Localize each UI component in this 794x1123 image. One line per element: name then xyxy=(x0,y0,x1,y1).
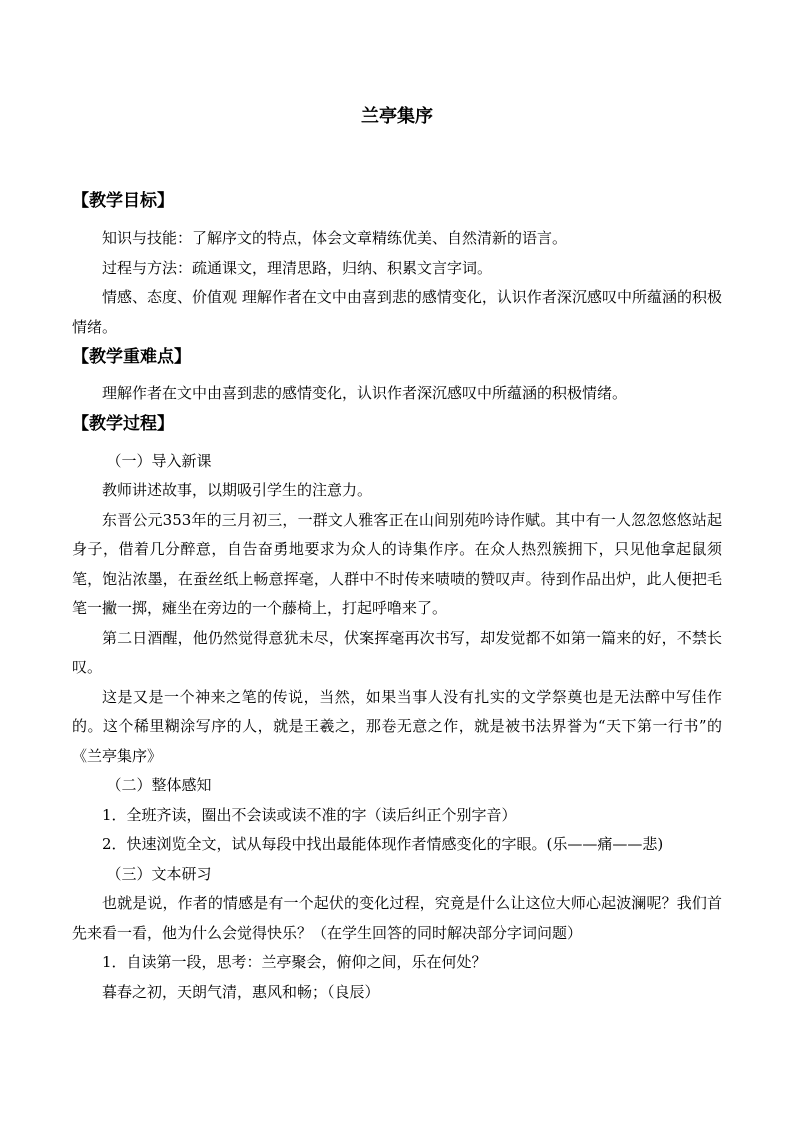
document-title: 兰亭集序 xyxy=(361,106,433,127)
paragraph: 也就是说，作者的情感是有一个起伏的变化过程，究竟是什么让这位大师心起波澜呢？我们首先来看一看，他为什么会觉得快乐？（在学生回答的同时解决部分字词问题） xyxy=(72,894,722,942)
paragraph: 第二日酒醒，他仍然觉得意犹未尽，伏案挥毫再次书写，却发觉都不如第一篇来的好，不禁长叹。 xyxy=(72,628,722,676)
list-item: 2．快速浏览全文，试从每段中找出最能体现作者情感变化的字眼。(乐——痛——悲) xyxy=(102,835,664,853)
paragraph: 情感、态度、价值观 理解作者在文中由喜到悲的感情变化，认识作者深沉感叹中所蕴涵的积极情绪。 xyxy=(72,288,722,336)
paragraph: 过程与方法：疏通课文，理清思路，归纳、积累文言字词。 xyxy=(102,258,493,277)
subsection-title: （二）整体感知 xyxy=(106,776,212,794)
section-heading-key-points: 【教学重难点】 xyxy=(72,347,191,367)
list-item: 1．自读第一段，思考：兰亭聚会，俯仰之间，乐在何处？ xyxy=(102,953,487,971)
section-objectives xyxy=(72,186,722,342)
paragraph: 理解作者在文中由喜到悲的感情变化，认识作者深沉感叹中所蕴涵的积极情绪。 xyxy=(102,384,628,402)
list-item: 1．全班齐读，圈出不会读或读不准的字（读后纠正个别字音） xyxy=(102,805,517,824)
section-key-points xyxy=(72,342,722,409)
section-heading-process: 【教学过程】 xyxy=(72,413,174,434)
paragraph: 东晋公元353年的三月初三，一群文人雅客正在山间别苑吟诗作赋。其中有一人忽忽悠悠站起身子，借着几分醉意，自告奋勇地要求为众人的诗集作序。在众人热烈簇拥下，只见他拿起鼠须笔，饱沾浓墨，在蚕丝纸上畅意挥毫，人群中不时传来啧啧的赞叹声。待到作品出炉，此人便把毛笔一撇一掷，瘫坐在旁边的一个藤椅上，打起呼噜来了。 xyxy=(72,510,722,617)
paragraph: 知识与技能：了解序文的特点，体会文章精练优美、自然清新的语言。 xyxy=(102,229,568,247)
paragraph: 这是又是一个神来之笔的传说，当然，如果当事人没有扎实的文学祭奠也是无法醉中写佳作的。这个稀里糊涂写序的人，就是王羲之，那卷无意之作，就是被书法界誉为“天下第一行书”的《兰亭集序》 xyxy=(72,687,722,765)
section-heading-objectives: 【教学目标】 xyxy=(72,191,174,211)
paragraph: 教师讲述故事，以期吸引学生的注意力。 xyxy=(102,481,373,499)
document-body xyxy=(72,186,722,1007)
paragraph: 暮春之初，天朗气清，惠风和畅；（良辰） xyxy=(102,982,380,1001)
subsection-title: （三）文本研习 xyxy=(106,864,212,883)
section-process xyxy=(72,409,722,1008)
subsection-title: （一）导入新课 xyxy=(106,451,212,470)
